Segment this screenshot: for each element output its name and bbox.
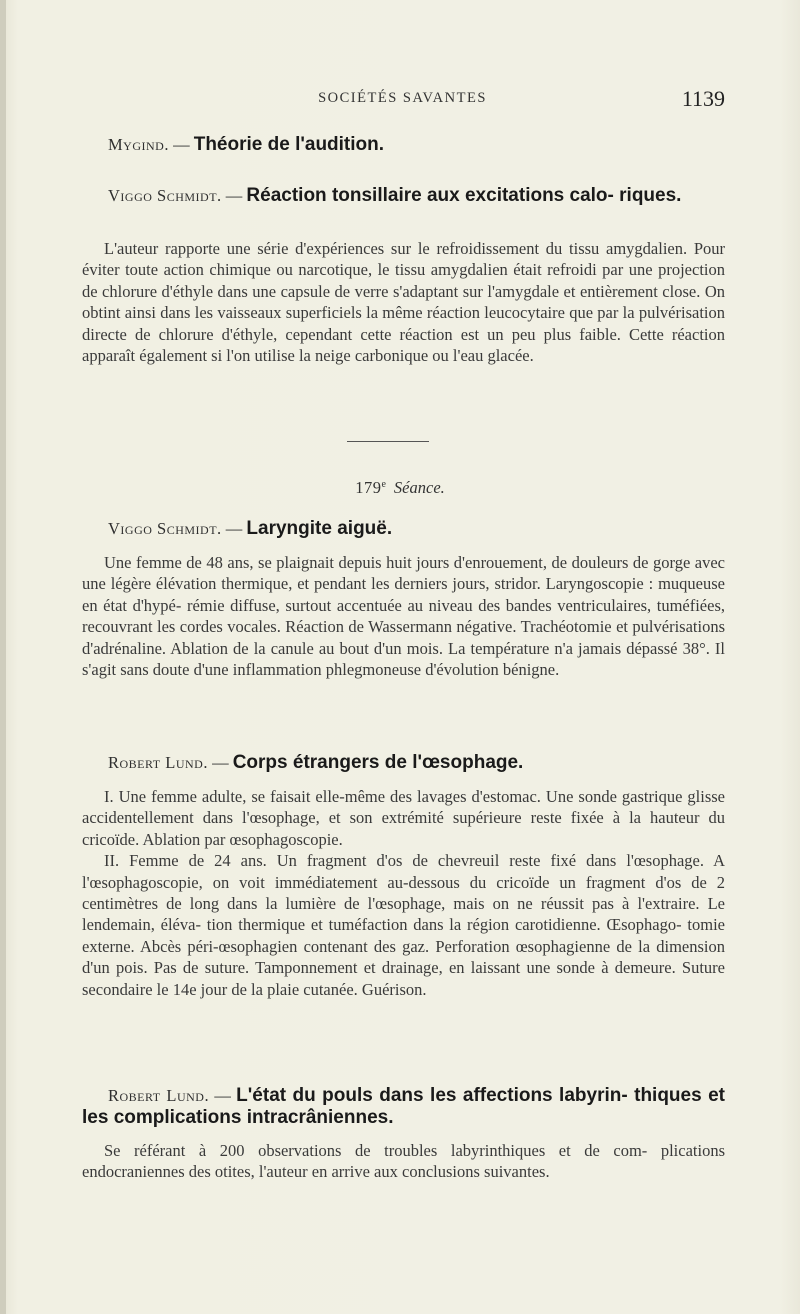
entry-heading-schmidt-tonsillaire [82,185,725,207]
entry-author: Robert Lund. [108,1086,210,1105]
page-number: 1139 [681,86,725,111]
section-rule [347,441,429,442]
entry-paragraph: Une femme de 48 ans, se plaignait depuis huit jours d'enrouement, de douleurs de gorge avec une légère élévation thermique, et pendant les derniers jours, stridor. Laryngoscopie : muqueuse en état d'hypé- rémie diffuse, surtout accentuée au niveau des bandes ventriculaires, tuméfiées, recouvrant les cordes vocales. Réaction de Wassermann négative. Trachéotomie et pulvérisations d'adrénaline. Ablation de la canule au bout d'un mois. La température n'a jamais dépassé 38°. Il s'agit sans doute d'une inflammation phlegmoneuse d'évolution bénigne. [82,553,725,680]
entry-heading-schmidt-laryngite [82,518,725,539]
entry-paragraph: L'auteur rapporte une série d'expériences sur le refroidissement du tissu amygdalien. Pour éviter toute action chimique ou narcotique, le tissu amygdalien était refroidi par une projection de chlorure d'éthyle dans une capsule de verre s'adaptant sur l'amygdale et entièrement close. On obtint ainsi dans les vaisseaux superficiels la même réaction leucocytaire que par la pulvérisation directe de chlorure d'éthyle, cependant cette réaction est un peu plus faible. Cette réaction apparaît également si l'on utilise la neige carbonique ou l'eau glacée. [82,239,725,366]
entry-title: L'état du pouls dans les affections labyrin- thiques et les complications intracrâniennes. [82,1085,726,1128]
seance-heading [0,478,800,498]
entry-paragraph: Se référant à 200 observations de troubles labyrinthiques et de com- plications endocraniennes des otites, l'auteur en arrive aux conclusions suivantes. [82,1141,725,1182]
entry-body-lund-oesophage [82,786,725,1000]
entry-body-schmidt-tonsillaire [82,238,725,366]
entry-paragraph: II. Femme de 24 ans. Un fragment d'os de chevreuil reste fixé dans l'œsophage. A l'œsophagoscopie, on voit immédiatement au-dessous du cricoïde un fragment d'os de 2 centimètres de long dans la lumière de l'œsophage, mais on ne réussit pas à l'extraire. Le lendemain, éléva- tion thermique et tuméfaction dans la région carotidienne. Œsophago- tomie externe. Abcès péri-œsophagien contenant des gaz. Perforation œsophagienne de la dimension d'un pois. Pas de suture. Tamponnement et drainage, en laissant une sonde à demeure. Suture secondaire le 14e jour de la plaie cutanée. Guérison. [82,851,725,999]
page-header [80,86,725,112]
running-head: SOCIÉTÉS SAVANTES [318,90,487,106]
entry-body-schmidt-laryngite [82,552,725,680]
entry-body-lund-pouls [82,1140,725,1183]
entry-dash: — [207,753,233,772]
seance-label: Séance. [393,478,445,497]
entry-title: Corps étrangers de l'œsophage. [232,752,524,773]
entry-heading-lund-oesophage [82,752,725,773]
seance-number: 179 [355,478,382,497]
entry-dash: — [221,519,247,538]
entry-author: Mygind. [108,135,169,154]
entry-author: Viggo Schmidt. [108,519,222,538]
entry-author: Viggo Schmidt. [108,186,222,205]
entry-dash: — [221,186,247,205]
entry-title: Théorie de l'audition. [193,134,385,155]
page-spine-edge [0,0,6,1314]
entry-dash: — [168,135,194,154]
entry-author: Robert Lund. [108,753,208,772]
entry-heading-mygind [82,134,725,155]
seance-suffix: e [381,479,386,490]
entry-heading-lund-pouls [82,1085,725,1129]
entry-title: Réaction tonsillaire aux excitations calo- riques. [246,185,682,206]
entry-title: Laryngite aiguë. [246,518,393,539]
entry-dash: — [209,1086,237,1105]
entry-paragraph: I. Une femme adulte, se faisait elle-même des lavages d'estomac. Une sonde gastrique glisse accidentellement dans l'œsophage, et son extrémité supérieure reste fixée à la hauteur du cricoïde. Ablation par œsophagoscopie. [82,787,725,849]
